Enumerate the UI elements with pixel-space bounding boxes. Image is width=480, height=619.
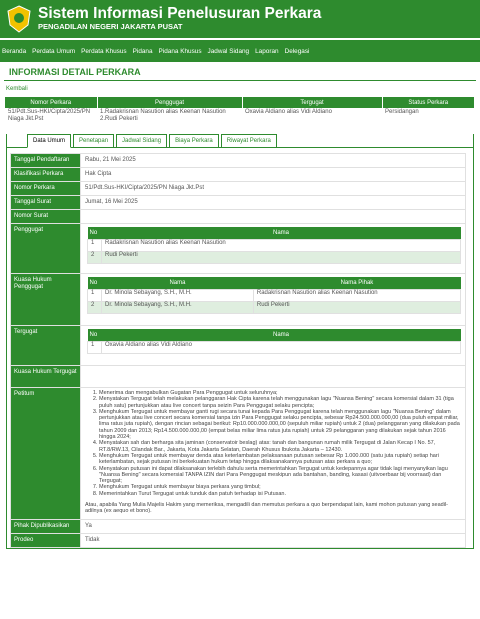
petitum-item: 2. Menyatakan Tergugat telah melakukan pelanggaran Hak Cipta karena telah menggunakan lagu "Nuansa Bening" secara komersial dalam 31 (tiga puluh satu) pertunjukkan atau live concert tanpa seizin Para Penggugat selaku pencipta; xyxy=(99,396,461,409)
row-no: 1 xyxy=(88,341,102,353)
table-row xyxy=(88,301,461,313)
label-kuasa-tergugat: Kuasa Hukum Tergugat xyxy=(11,366,81,388)
row-no: 1 xyxy=(88,239,102,251)
detail-panel xyxy=(6,134,474,549)
petitum-item: 8. Memerintahkan Turut Tergugat untuk tunduk dan patuh terhadap isi Putusan. xyxy=(99,491,461,497)
column-header: No xyxy=(88,277,102,289)
value-kuasa-penggugat xyxy=(81,274,466,326)
table-row xyxy=(88,239,461,251)
row-nama: Rudi Pekerti xyxy=(102,251,461,263)
row-nama: Oxavia Aldiano alias Vidi Aldiano xyxy=(102,341,461,353)
row-nama: Dr. Minola Sebayang, S.H., M.H. xyxy=(102,289,254,301)
label-prodeo: Prodeo xyxy=(11,533,81,547)
label-petitum: Petitum xyxy=(11,388,81,520)
defendant-cell: Oxavia Aldiano alias Vidi Aldiano xyxy=(245,109,332,115)
tab-biaya-perkara[interactable]: Biaya Perkara xyxy=(169,134,219,147)
label-kuasa-penggugat: Kuasa Hukum Penggugat xyxy=(11,274,81,326)
nav-jadwal-sidang[interactable]: Jadwal Sidang xyxy=(207,47,250,55)
row-pihak: Radakrisnan Nasution alias Keenan Nasution xyxy=(253,289,460,301)
plaintiffs-cell xyxy=(97,108,242,124)
tab-data-umum[interactable]: Data Umum xyxy=(27,134,71,148)
column-header: Status Perkara xyxy=(382,97,475,108)
column-header: Nama Pihak xyxy=(253,277,460,289)
row-nama: Dr. Minola Sebayang, S.H., M.H. xyxy=(102,301,254,313)
court-logo-icon xyxy=(6,5,32,33)
label-pihak-dipublikasikan: Pihak Dipublikasikan xyxy=(11,519,81,533)
detail-table xyxy=(10,153,466,548)
value-tergugat xyxy=(81,326,466,366)
row-pihak: Rudi Pekerti xyxy=(253,301,460,313)
column-header: Penggugat xyxy=(97,97,242,108)
petitum-item: 4. Menyatakan sah dan berharga sita jaminan (conservatoir beslag) atas: tanah dan bangunan rumah milik Tergugat di Jalan Kecap I No. 57, RT.8/RW.13, Cilandak Bar., Jakarta, Kota Jakarta Selatan, Daerah Khusus Ibukota Jakarta – 12430. xyxy=(99,440,461,453)
value-nomor-surat xyxy=(81,210,466,224)
column-header: Nama xyxy=(102,227,461,239)
back-link[interactable]: Kembali xyxy=(6,86,28,92)
petitum-item: 6. Menyatakan putusan ini dapat dilaksanakan terlebih dahulu serta memerintahkan Tergugat untuk kedepannya agar tidak lagi menyanyikan lagu "Nuansa Bening" secara komersial TANPA IZIN dari Para Penggugat meskipun ada bantahan, banding, kasasi (uitvoerbaar bij voorraad) dan Tergugat; xyxy=(99,466,461,485)
nav-beranda[interactable]: Beranda xyxy=(2,47,27,55)
tab-penetapan[interactable]: Penetapan xyxy=(73,134,114,147)
value-klasifikasi: Hak Cipta xyxy=(81,168,466,182)
label-penggugat: Penggugat xyxy=(11,224,81,274)
table-row xyxy=(88,251,461,263)
value-penggugat xyxy=(81,224,466,274)
nav-pidana[interactable]: Pidana xyxy=(132,47,153,55)
row-no: 1 xyxy=(88,289,102,301)
nav-pidana-khusus[interactable]: Pidana Khusus xyxy=(158,47,202,55)
row-no: 2 xyxy=(88,251,102,263)
tab-riwayat-perkara[interactable]: Riwayat Perkara xyxy=(221,134,277,147)
nav-laporan[interactable]: Laporan xyxy=(255,47,279,55)
petitum-note: Atau, apabila Yang Mulia Majelis Hakim yang memeriksa, mengadili dan memutus perkara a quo berpendapat lain, kami mohon putusan yang seadil-adilnya (ex aequo et bono). xyxy=(85,502,448,515)
nav-perdata-khusus[interactable]: Perdata Khusus xyxy=(81,47,127,55)
column-header: No xyxy=(88,227,102,239)
app-header xyxy=(0,0,480,38)
label-tergugat: Tergugat xyxy=(11,326,81,366)
label-klasifikasi: Klasifikasi Perkara xyxy=(11,168,81,182)
table-row xyxy=(88,341,461,353)
plaintiff-table xyxy=(87,227,461,264)
label-nomor-perkara: Nomor Perkara xyxy=(11,182,81,196)
value-tanggal-surat: Jumat, 16 Mei 2025 xyxy=(81,196,466,210)
defendant-table xyxy=(87,329,461,354)
column-header: Nama xyxy=(102,329,461,341)
value-pihak-dipublikasikan: Ya xyxy=(81,519,466,533)
section-title: INFORMASI DETAIL PERKARA xyxy=(4,62,476,81)
label-tanggal-surat: Tanggal Surat xyxy=(11,196,81,210)
nav-delegasi[interactable]: Delegasi xyxy=(284,47,310,55)
petitum-list xyxy=(85,390,461,497)
petitum-item: 1. Menerima dan mengabulkan Gugatan Para Penggugat untuk seluruhnya; xyxy=(99,390,461,396)
column-header: Nomor Perkara xyxy=(5,97,97,108)
column-header: Nama xyxy=(102,277,254,289)
main-nav xyxy=(0,38,480,62)
plaintiff-item: 1.Radakrisnan Nasution alias Keenan Nasution xyxy=(100,109,226,115)
case-number: 51/Pdt.Sus-HKI/Cipta/2025/PN Niaga Jkt.Pst xyxy=(8,109,91,122)
column-header: No xyxy=(88,329,102,341)
row-no: 2 xyxy=(88,301,102,313)
table-row xyxy=(88,289,461,301)
nav-perdata-umum[interactable]: Perdata Umum xyxy=(32,47,76,55)
value-kuasa-tergugat xyxy=(81,366,466,388)
case-summary-table xyxy=(5,97,475,124)
tab-jadwal-sidang[interactable]: Jadwal Sidang xyxy=(116,134,167,147)
petitum-item: 3. Menghukum Tergugat untuk membayar ganti rugi secara tunai kepada Para Penggugat karena telah menggunakan lagu "Nuansa Bening" dalam pertunjukkan atau live concert secara komersial tanpa izin Para Penggugat selaku pencipta, sebesar Rp24.500.000.000,00 (dua puluh empat miliar, lima ratus juta rupiah), dengan rincian sebagai berikut: Rp10.000.000.000,00 (sepuluh miliar rupiah) untuk 2 (dua) pelanggaran yang dilakukan pada tahun 2009 dan 2013; Rp14.500.000.000,00 (empat belas miliar lima ratus juta rupiah) untuk 29 pelanggaran yang dilakukan sejak tahun 2016 hingga 2024; xyxy=(99,409,461,440)
table-row[interactable] xyxy=(5,108,475,124)
row-nama: Radakrisnan Nasution alias Keenan Nasution xyxy=(102,239,461,251)
petitum-item: 7. Menghukum Tergugat untuk membayar biaya perkara yang timbul; xyxy=(99,484,461,490)
label-nomor-surat: Nomor Surat xyxy=(11,210,81,224)
value-tanggal-pendaftaran: Rabu, 21 Mei 2025 xyxy=(81,154,466,168)
column-header: Tergugat xyxy=(242,97,382,108)
plaintiff-item: 2.Rudi Pekerti xyxy=(100,116,138,122)
label-tanggal-pendaftaran: Tanggal Pendaftaran xyxy=(11,154,81,168)
app-title: Sistem Informasi Penelusuran Perkara xyxy=(38,5,322,22)
plaintiff-counsel-table xyxy=(87,277,461,314)
value-prodeo: Tidak xyxy=(81,533,466,547)
value-petitum xyxy=(81,388,466,520)
app-subtitle: PENGADILAN NEGERI JAKARTA PUSAT xyxy=(38,22,183,31)
tab-bar xyxy=(7,134,473,148)
petitum-item: 5. Menghukum Tergugat untuk membayar denda atas keterlambatan pelaksanaan putusan sebesar Rp 1.000.000 (satu juta rupiah) setiap hari keterlambatan, sejak putusan ini berkekuatan hukum tetap hingga dilaksanakannya putusan atas perkara a quo; xyxy=(99,453,461,466)
case-status: Persidangan xyxy=(385,109,419,115)
value-nomor-perkara: 51/Pdt.Sus-HKI/Cipta/2025/PN Niaga Jkt.Pst xyxy=(81,182,466,196)
